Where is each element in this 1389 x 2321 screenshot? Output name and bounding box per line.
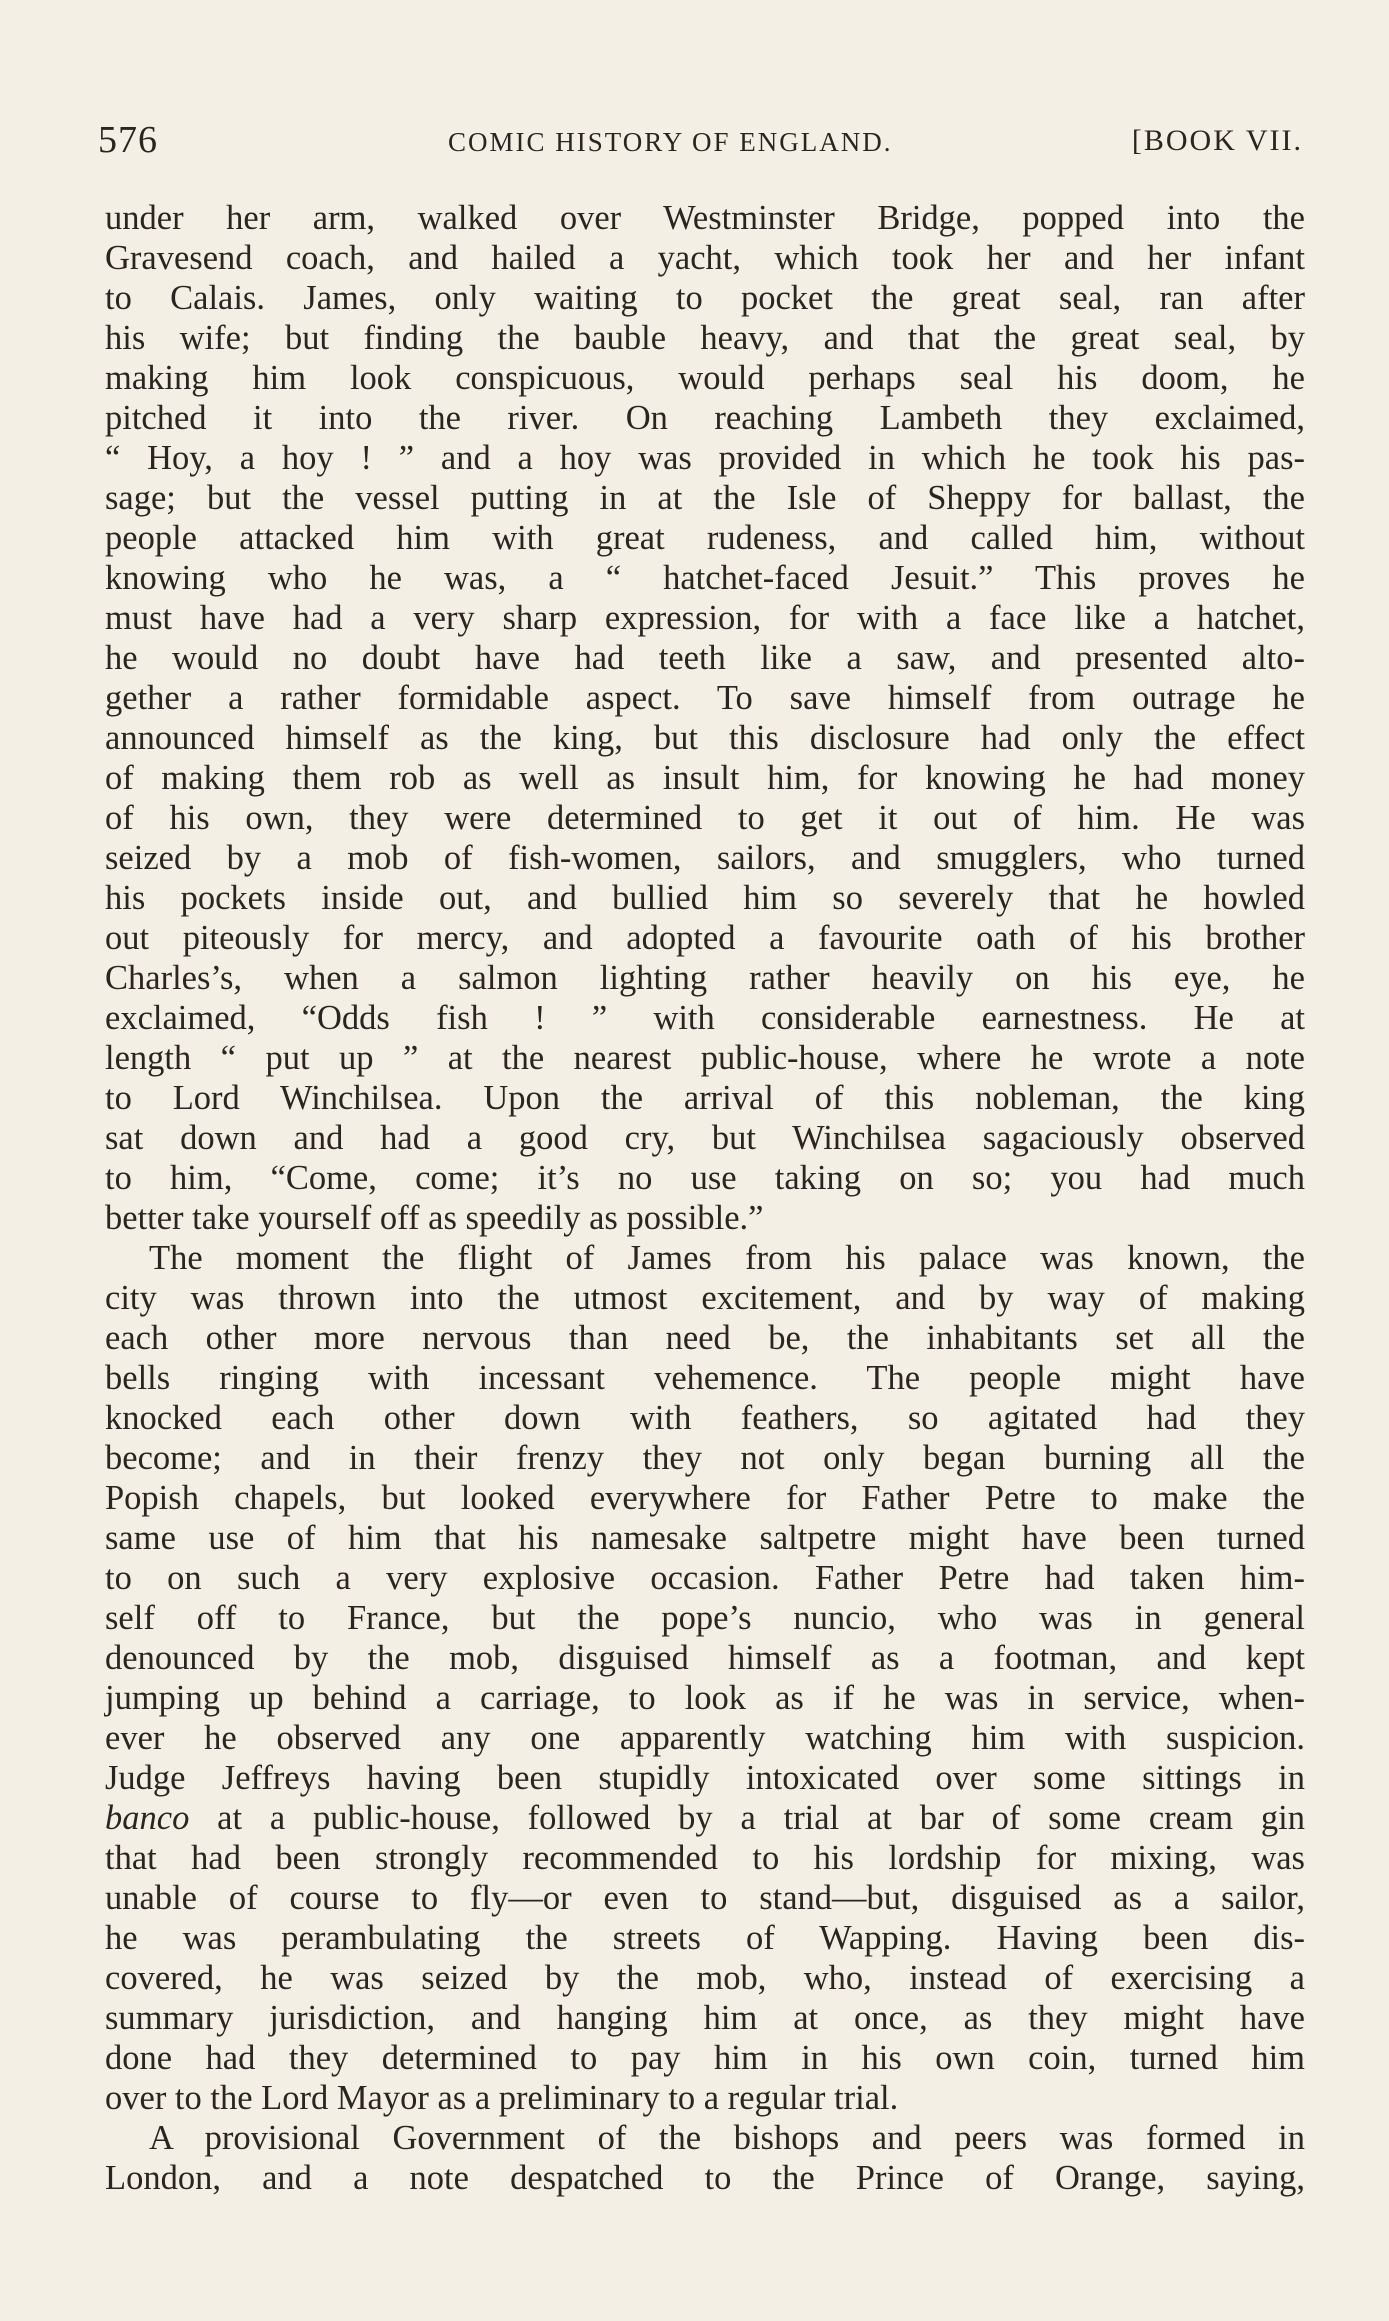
text-line: summary jurisdiction, and hanging him at once, as they might have bbox=[105, 1999, 1305, 2037]
text-line: sage; but the vessel putting in at the Isle of Sheppy for ballast, the bbox=[105, 479, 1305, 517]
text-line: self off to France, but the pope’s nuncio, who was in general bbox=[105, 1599, 1305, 1637]
page-header bbox=[98, 118, 1303, 168]
italic-line-rest: at a public-house, followed by a trial at bar of some cream gin bbox=[189, 1799, 1305, 1837]
text-line: length “ put up ” at the nearest public-house, where he wrote a note bbox=[105, 1039, 1305, 1077]
text-line: The moment the flight of James from his palace was known, the bbox=[149, 1239, 1305, 1277]
text-line: city was thrown into the utmost excitement, and by way of making bbox=[105, 1279, 1305, 1317]
text-line: he was perambulating the streets of Wapping. Having been dis- bbox=[105, 1919, 1305, 1957]
text-line: denounced by the mob, disguised himself as a footman, and kept bbox=[105, 1639, 1305, 1677]
text-line: must have had a very sharp expression, for with a face like a hatchet, bbox=[105, 599, 1305, 637]
text-line: Popish chapels, but looked everywhere for Father Petre to make the bbox=[105, 1479, 1305, 1517]
text-line: to Calais. James, only waiting to pocket the great seal, ran after bbox=[105, 279, 1305, 317]
text-line: of making them rob as well as insult him, for knowing he had money bbox=[105, 759, 1305, 797]
text-line: same use of him that his namesake saltpetre might have been turned bbox=[105, 1519, 1305, 1557]
text-line: sat down and had a good cry, but Winchilsea sagaciously observed bbox=[105, 1119, 1305, 1157]
text-line: London, and a note despatched to the Prince of Orange, saying, bbox=[105, 2159, 1305, 2197]
paragraph-2 bbox=[105, 1238, 1305, 2118]
text-line: out piteously for mercy, and adopted a favourite oath of his brother bbox=[105, 919, 1305, 957]
text-line: to him, “Come, come; it’s no use taking on so; you had much bbox=[105, 1159, 1305, 1197]
book-label: [BOOK VII. bbox=[1131, 124, 1303, 157]
text-line-italic-start bbox=[105, 1798, 1305, 1838]
page-number: 576 bbox=[98, 119, 158, 161]
text-line: knocked each other down with feathers, so agitated had they bbox=[105, 1399, 1305, 1437]
text-line: seized by a mob of fish-women, sailors, and smugglers, who turned bbox=[105, 839, 1305, 877]
text-line: bells ringing with incessant vehemence. The people might have bbox=[105, 1359, 1305, 1397]
text-line: that had been strongly recommended to his lordship for mixing, was bbox=[105, 1839, 1305, 1877]
text-line: done had they determined to pay him in his own coin, turned him bbox=[105, 2039, 1305, 2077]
text-line: jumping up behind a carriage, to look as if he was in service, when- bbox=[105, 1679, 1305, 1717]
text-line: Judge Jeffreys having been stupidly intoxicated over some sittings in bbox=[105, 1759, 1305, 1797]
text-line: making him look conspicuous, would perhaps seal his doom, he bbox=[105, 359, 1305, 397]
text-line: Gravesend coach, and hailed a yacht, which took her and her infant bbox=[105, 239, 1305, 277]
text-line: become; and in their frenzy they not only began burning all the bbox=[105, 1439, 1305, 1477]
text-line: exclaimed, “Odds fish ! ” with considerable earnestness. He at bbox=[105, 999, 1305, 1037]
text-line: each other more nervous than need be, the inhabitants set all the bbox=[105, 1319, 1305, 1357]
running-title: COMIC HISTORY OF ENGLAND. bbox=[448, 127, 893, 157]
text-line: better take yourself off as speedily as possible.” bbox=[105, 1199, 764, 1237]
text-line: announced himself as the king, but this disclosure had only the effect bbox=[105, 719, 1305, 757]
body-text bbox=[105, 198, 1305, 2198]
paragraph-3 bbox=[105, 2118, 1305, 2198]
text-line: to on such a very explosive occasion. Father Petre had taken him- bbox=[105, 1559, 1305, 1597]
italic-word: banco bbox=[105, 1799, 190, 1837]
text-line: he would no doubt have had teeth like a saw, and presented alto- bbox=[105, 639, 1305, 677]
text-line: “ Hoy, a hoy ! ” and a hoy was provided in which he took his pas- bbox=[105, 439, 1305, 477]
text-line: pitched it into the river. On reaching Lambeth they exclaimed, bbox=[105, 399, 1305, 437]
text-line: knowing who he was, a “ hatchet-faced Jesuit.” This proves he bbox=[105, 559, 1305, 597]
text-line: unable of course to fly—or even to stand—but, disguised as a sailor, bbox=[105, 1879, 1305, 1917]
text-line: people attacked him with great rudeness, and called him, without bbox=[105, 519, 1305, 557]
text-line: covered, he was seized by the mob, who, instead of exercising a bbox=[105, 1959, 1305, 1997]
text-line: A provisional Government of the bishops and peers was formed in bbox=[149, 2119, 1305, 2157]
text-line: to Lord Winchilsea. Upon the arrival of this nobleman, the king bbox=[105, 1079, 1305, 1117]
text-line: his wife; but finding the bauble heavy, and that the great seal, by bbox=[105, 319, 1305, 357]
text-line: gether a rather formidable aspect. To save himself from outrage he bbox=[105, 679, 1305, 717]
text-line: ever he observed any one apparently watching him with suspicion. bbox=[105, 1719, 1305, 1757]
text-line: of his own, they were determined to get it out of him. He was bbox=[105, 799, 1305, 837]
paragraph-1 bbox=[105, 198, 1305, 1238]
text-line: under her arm, walked over Westminster Bridge, popped into the bbox=[105, 199, 1305, 237]
text-line: over to the Lord Mayor as a preliminary to a regular trial. bbox=[105, 2079, 899, 2117]
text-line: Charles’s, when a salmon lighting rather heavily on his eye, he bbox=[105, 959, 1305, 997]
text-line: his pockets inside out, and bullied him so severely that he howled bbox=[105, 879, 1305, 917]
